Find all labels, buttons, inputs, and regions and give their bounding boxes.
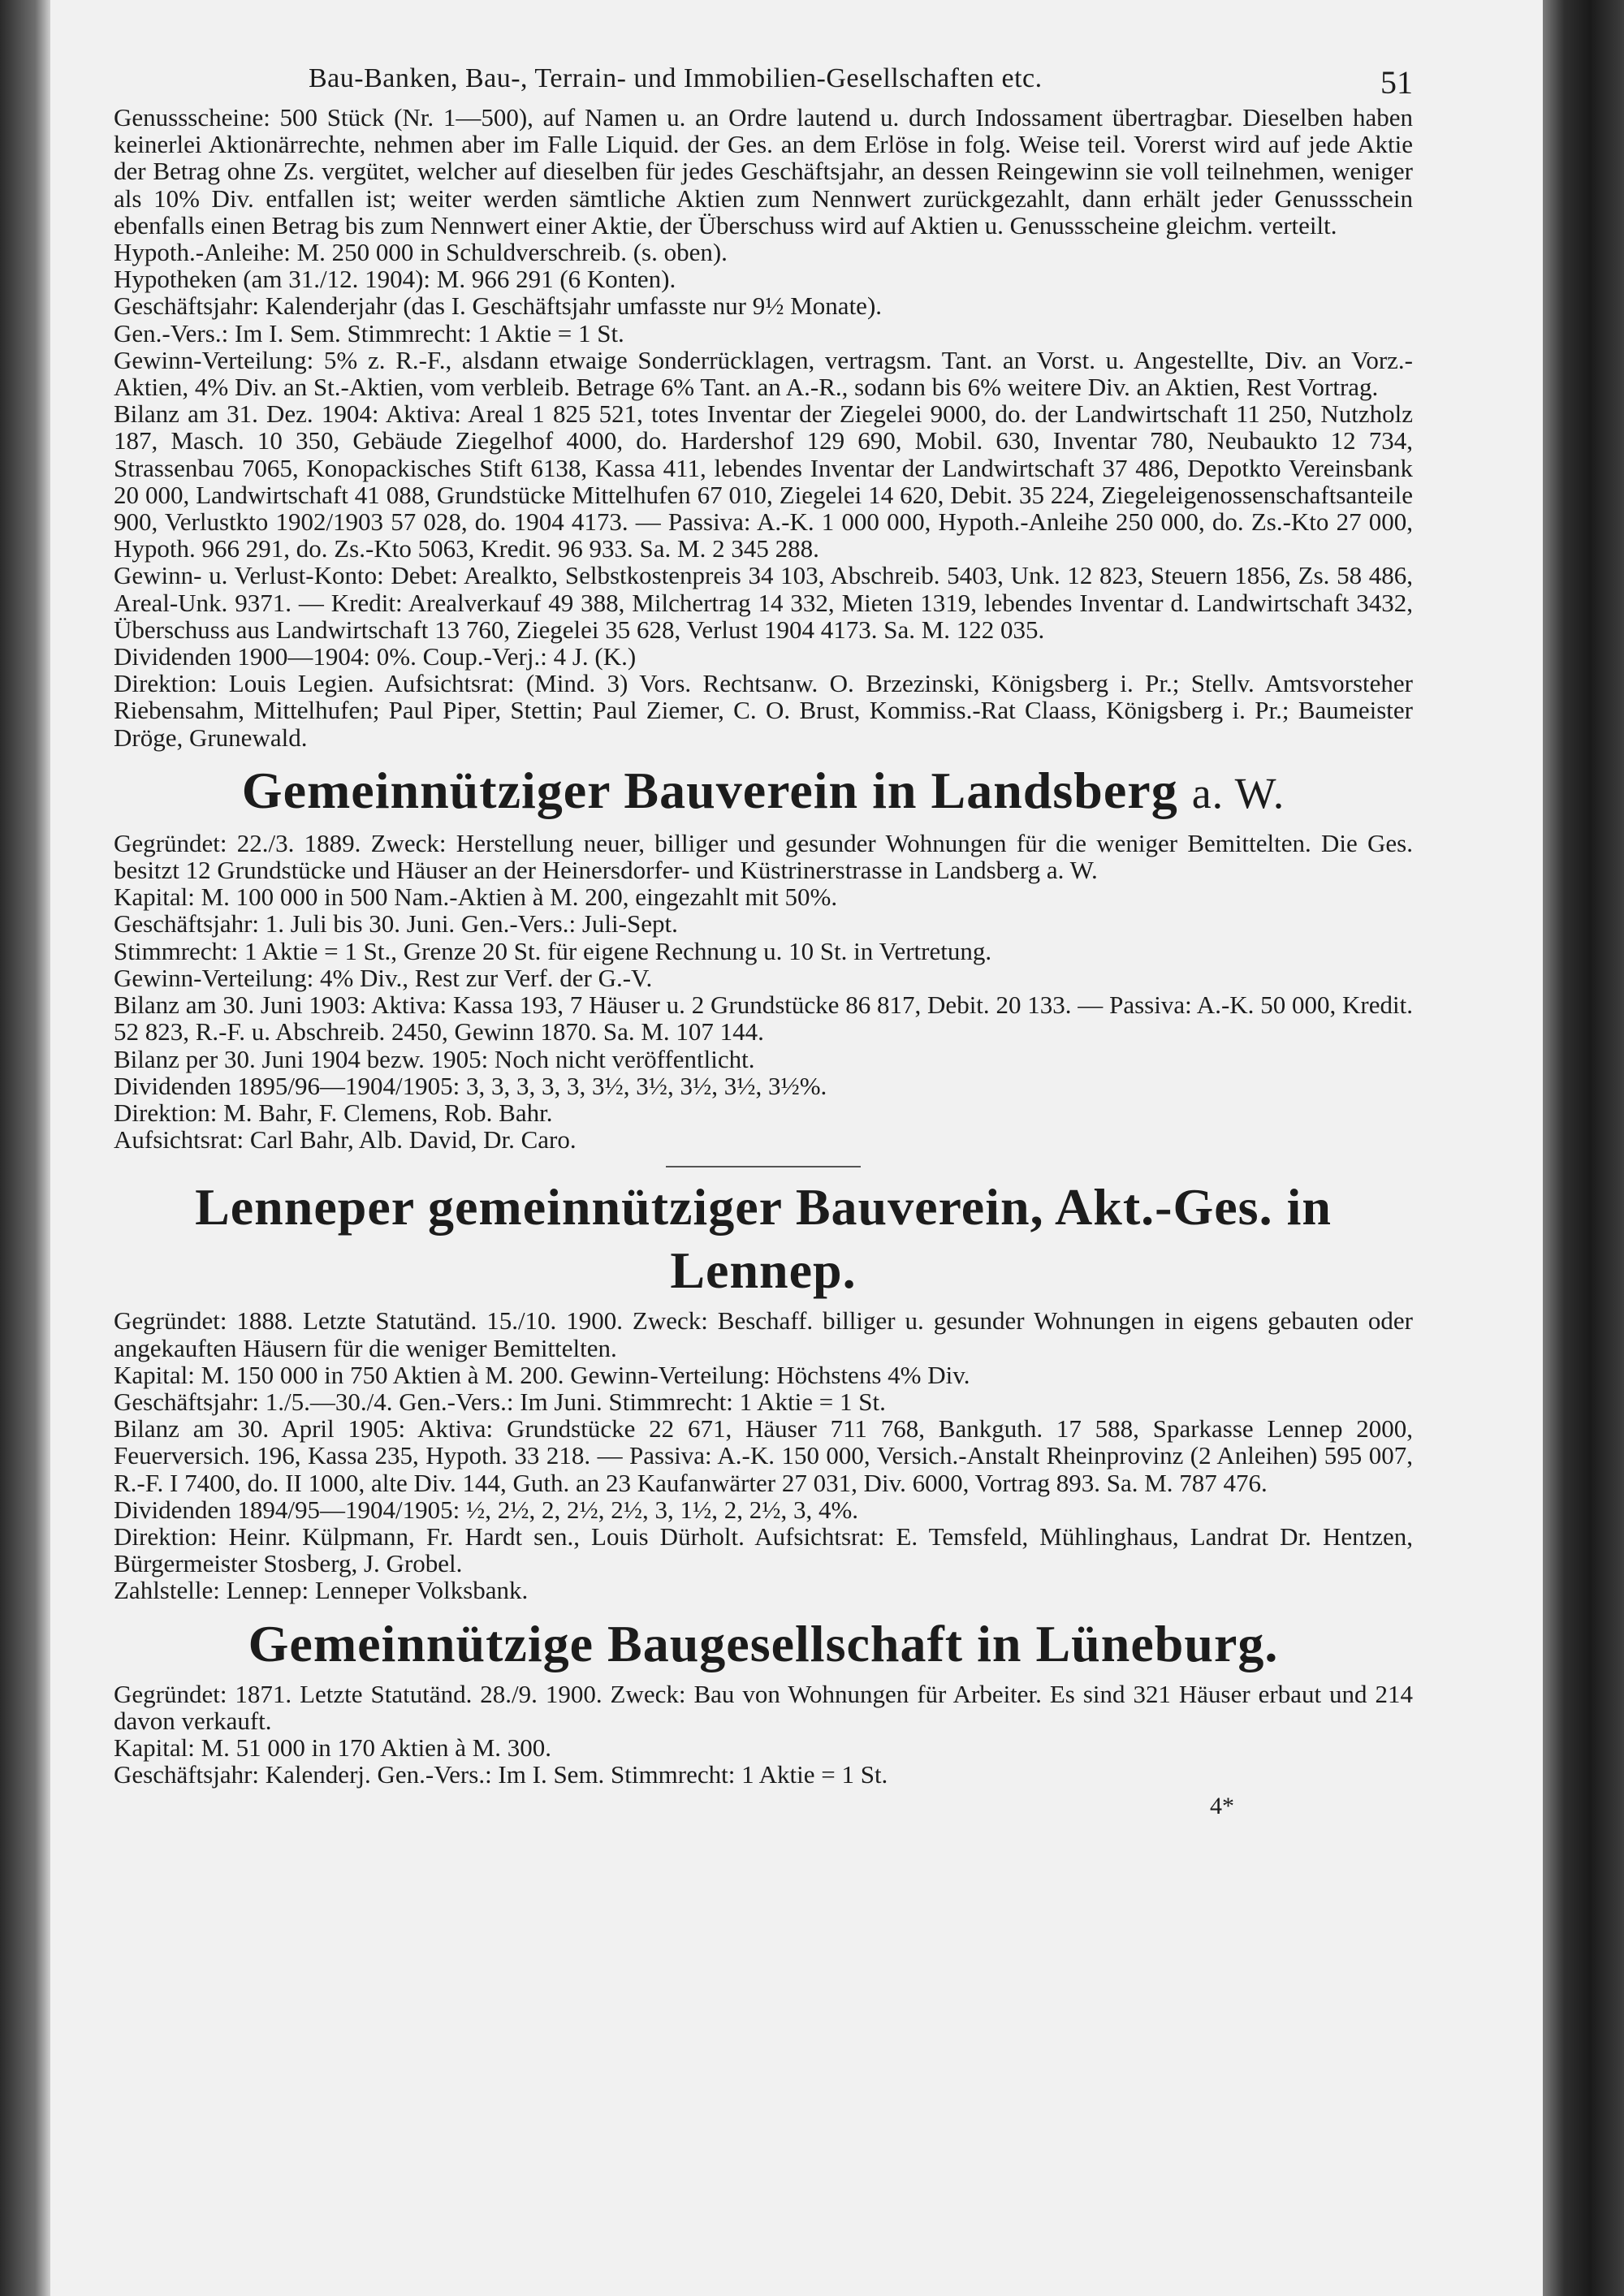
paragraph-kapital: Kapital: M. 150 000 in 750 Aktien à M. 200. Gewinn-Verteilung: Höchstens 4% Div. bbox=[114, 1360, 970, 1389]
paragraph-gen-vers: Gen.-Vers.: Im I. Sem. Stimmrecht: 1 Aktie = 1 St. bbox=[114, 318, 624, 347]
book-binding bbox=[1539, 0, 1624, 2296]
section-divider bbox=[666, 1166, 861, 1167]
paragraph-kapital: Kapital: M. 100 000 in 500 Nam.-Aktien à M. 200, eingezahlt mit 50%. bbox=[114, 883, 838, 912]
paragraph-zahlstelle: Zahlstelle: Lennep: Lenneper Volksbank. bbox=[114, 1576, 529, 1605]
paragraph-dividenden: Dividenden 1894/95—1904/1905: ½, 2½, 2, 2½, 2½, 3, 1½, 2, 2½, 3, 4%. bbox=[114, 1495, 859, 1524]
entry-lueneburg bbox=[114, 1681, 1413, 1789]
paragraph-gegruendet: Gegründet: 22./3. 1889. Zweck: Herstellung neuer, billiger und gesunder Wohnungen für die weniger Bemittelten. Die Ges. besitzt 12 Grundstücke und Häuser an der Heinersdorfer- und Küstrinerstrasse in Landsberg a. W. bbox=[114, 828, 1413, 885]
paragraph-direktion: Direktion: Heinr. Külpmann, Fr. Hardt sen., Louis Dürholt. Aufsichtsrat: E. Temsfeld, Mühlinghaus, Landrat Dr. Hentzen, Bürgermeister Stosberg, J. Grobel. bbox=[114, 1521, 1413, 1578]
paragraph-dividenden: Dividenden 1900—1904: 0%. Coup.-Verj.: 4 J. (K.) bbox=[114, 642, 637, 671]
heading-landsberg-main: Gemeinnütziger Bauverein in Landsberg bbox=[241, 761, 1178, 819]
paragraph-geschaeftsjahr: Geschäftsjahr: Kalenderjahr (das I. Geschäftsjahr umfasste nur 9½ Monate). bbox=[114, 291, 883, 321]
running-head-title: Bau-Banken, Bau-, Terrain- und Immobilien-Gesellschaften etc. bbox=[309, 63, 1043, 93]
paragraph-geschaeftsjahr: Geschäftsjahr: 1. Juli bis 30. Juni. Gen.-Vers.: Juli-Sept. bbox=[114, 909, 678, 939]
paragraph-bilanz-1904: Bilanz per 30. Juni 1904 bezw. 1905: Noch nicht veröffentlicht. bbox=[114, 1044, 755, 1073]
paragraph-dividenden: Dividenden 1895/96—1904/1905: 3, 3, 3, 3, 3, 3½, 3½, 3½, 3½, 3½%. bbox=[114, 1071, 827, 1100]
paragraph-bilanz: Bilanz am 30. April 1905: Aktiva: Grundstücke 22 671, Häuser 711 768, Bankguth. 17 588, Sparkasse Lennep 2000, Feuerversich. 196, Kassa 235, Hypoth. 33 218. — Passiva: A.-K. 150 000, Versich.-Anstalt Rheinprovinz (2 Anleihen) 595 007, R.-F. I 7400, do. II 1000, alte Div. 144, Guth. an 23 Kaufanwärter 27 031, Div. 6000, Vortrag 893. Sa. M. 787 476. bbox=[114, 1414, 1413, 1497]
page-content bbox=[114, 47, 1413, 1820]
book-page bbox=[50, 0, 1543, 2296]
signature-mark: 4* bbox=[1210, 1793, 1234, 1820]
paragraph-gewinn-verteilung: Gewinn-Verteilung: 5% z. R.-F., alsdann etwaige Sonderrücklagen, vertragsm. Tant. an Vorst. u. Angestellte, Div. an Vorz.-Aktien, 4% Div. an St.-Aktien, vom verbleib. Betrage 6% Tant. an A.-R., sodann bis 6% weitere Div. an Aktien, Rest Vortrag. bbox=[114, 345, 1413, 402]
paragraph-hypotheken: Hypotheken (am 31./12. 1904): M. 966 291 (6 Konten). bbox=[114, 265, 676, 294]
scan-left-edge bbox=[0, 0, 50, 2296]
heading-lennep: Lenneper gemeinnütziger Bauverein, Akt.-Ges. in Lennep. bbox=[195, 1178, 1332, 1300]
entry-continued bbox=[114, 104, 1413, 751]
entry-landsberg bbox=[114, 830, 1413, 1153]
paragraph-geschaeftsjahr: Geschäftsjahr: Kalenderj. Gen.-Vers.: Im I. Sem. Stimmrecht: 1 Aktie = 1 St. bbox=[114, 1760, 888, 1789]
paragraph-genussscheine: Genussscheine: 500 Stück (Nr. 1—500), auf Namen u. an Ordre lautend u. durch Indossament übertragbar. Dieselben haben keinerlei Aktionärrechte, nehmen aber im Falle Liquid. der Ges. an dem Erlöse in folg. Weise teil. Vorerst wird auf jede Aktie der Betrag ohne Zs. vergütet, welcher auf dieselben für jedes Geschäftsjahr, an dessen Reingewinn sie voll teilnehmen, weniger als 10% Div. entfallen ist; weiter werden sämtliche Aktien zum Nennwert zurückgezahlt, dann erhält jeder Genussschein ebenfalls einen Betrag bis zum Nennwert einer Aktie, der Überschuss wird auf Aktien u. Genussscheine gleichm. verteilt. bbox=[114, 103, 1413, 240]
paragraph-gegruendet: Gegründet: 1871. Letzte Statutänd. 28./9. 1900. Zweck: Bau von Wohnungen für Arbeiter. Es sind 321 Häuser erbaut und 214 davon verkauft. bbox=[114, 1679, 1413, 1735]
paragraph-bilanz: Bilanz am 30. Juni 1903: Aktiva: Kassa 193, 7 Häuser u. 2 Grundstücke 86 817, Debit. 20 133. — Passiva: A.-K. 50 000, Kredit. 52 823, R.-F. u. Abschreib. 2450, Gewinn 1870. Sa. M. 107 144. bbox=[114, 990, 1413, 1047]
paragraph-gegruendet: Gegründet: 1888. Letzte Statutänd. 15./10. 1900. Zweck: Beschaff. billiger u. gesunder Wohnungen in eigens gebauten oder angekauften Häusern für die weniger Bemittelten. bbox=[114, 1306, 1413, 1362]
paragraph-kapital: Kapital: M. 51 000 in 170 Aktien à M. 300. bbox=[114, 1733, 552, 1762]
heading-lueneburg: Gemeinnützige Baugesellschaft in Lüneburg. bbox=[248, 1614, 1279, 1672]
page-number: 51 bbox=[1380, 64, 1413, 101]
heading-landsberg-suffix: a. W. bbox=[1191, 768, 1285, 818]
paragraph-gewinn-verlust: Gewinn- u. Verlust-Konto: Debet: Arealkto, Selbstkostenpreis 34 103, Abschreib. 5403, Unk. 12 823, Steuern 1856, Zs. 58 486, Areal-Unk. 9371. — Kredit: Arealverkauf 49 388, Milchertrag 14 332, Mieten 1319, lebendes Inventar d. Landwirtschaft 3432, Überschuss aus Landwirtschaft 13 760, Ziegelei 35 628, Verlust 1904 4173. Sa. M. 122 035. bbox=[114, 561, 1413, 644]
entry-lennep bbox=[114, 1307, 1413, 1603]
paragraph-geschaeftsjahr: Geschäftsjahr: 1./5.—30./4. Gen.-Vers.: Im Juni. Stimmrecht: 1 Aktie = 1 St. bbox=[114, 1387, 886, 1416]
paragraph-gewinn-verteilung: Gewinn-Verteilung: 4% Div., Rest zur Verf. der G.-V. bbox=[114, 963, 653, 992]
paragraph-bilanz: Bilanz am 31. Dez. 1904: Aktiva: Areal 1 825 521, totes Inventar der Ziegelei 9000, do. der Landwirtschaft 11 250, Nutzholz 187, Masch. 10 350, Gebäude Ziegelhof 4000, do. Hardershof 129 690, Mobil. 630, Inventar 780, Neubaukto 12 734, Strassenbau 7065, Konopackisches Stift 6138, Kassa 411, lebendes Inventar der Landwirtschaft 37 486, Depotkto Vereinsbank 20 000, Landwirtschaft 41 088, Grundstücke Mittelhufen 67 010, Ziegelei 14 620, Debit. 35 224, Ziegeleigenossenschaftsanteile 900, Verlustkto 1902/1903 57 028, do. 1904 4173. — Passiva: A.-K. 1 000 000, Hypoth.-Anleihe 250 000, do. Zs.-Kto 27 000, Hypoth. 966 291, do. Zs.-Kto 5063, Kredit. 96 933. Sa. M. 2 345 288. bbox=[114, 399, 1413, 563]
paragraph-stimmrecht: Stimmrecht: 1 Aktie = 1 St., Grenze 20 St. für eigene Rechnung u. 10 St. in Vertretung. bbox=[114, 936, 992, 965]
paragraph-direktion: Direktion: Louis Legien. Aufsichtsrat: (Mind. 3) Vors. Rechtsanw. O. Brzezinski, Königsberg i. Pr.; Stellv. Amtsvorsteher Riebensahm, Mittelhufen; Paul Piper, Stettin; Paul Ziemer, C. O. Brust, Kommiss.-Rat Claass, Königsberg i. Pr.; Baumeister Dröge, Grunewald. bbox=[114, 669, 1413, 752]
paragraph-direktion: Direktion: M. Bahr, F. Clemens, Rob. Bahr. bbox=[114, 1098, 553, 1127]
paragraph-aufsichtsrat: Aufsichtsrat: Carl Bahr, Alb. David, Dr. Caro. bbox=[114, 1125, 577, 1154]
paragraph-hypoth-anleihe: Hypoth.-Anleihe: M. 250 000 in Schuldverschreib. (s. oben). bbox=[114, 238, 728, 267]
heading-landsberg bbox=[114, 759, 1413, 825]
running-head bbox=[114, 47, 1413, 104]
